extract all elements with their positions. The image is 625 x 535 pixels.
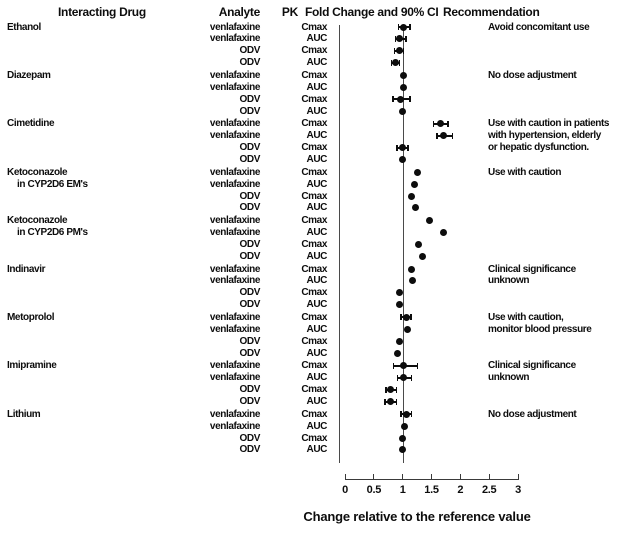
header-pk: PK — [281, 5, 298, 19]
analyte-label: venlafaxine — [209, 275, 260, 287]
analyte-label: ODV — [239, 250, 260, 262]
pk-label: AUC — [306, 275, 327, 287]
ci-cap-right — [403, 48, 405, 54]
axis-tick — [518, 474, 519, 480]
pk-label: Cmax — [301, 335, 327, 347]
header-interacting-drug: Interacting Drug — [58, 5, 146, 19]
data-point — [399, 144, 406, 151]
pk-label: AUC — [306, 250, 327, 262]
ci-cap-left — [433, 121, 435, 127]
data-point — [387, 398, 394, 405]
data-point — [403, 411, 410, 418]
ci-cap-left — [396, 145, 398, 151]
data-point — [394, 350, 401, 357]
pk-label: AUC — [306, 33, 327, 45]
analyte-label: venlafaxine — [209, 166, 260, 178]
pk-label: AUC — [306, 130, 327, 142]
ci-cap-left — [436, 133, 438, 139]
pk-label: AUC — [306, 396, 327, 407]
analyte-label: ODV — [239, 396, 260, 407]
pk-label: Cmax — [301, 263, 327, 275]
analyte-label: ODV — [239, 105, 260, 117]
data-point — [411, 181, 418, 188]
analyte-label: venlafaxine — [209, 130, 260, 142]
ci-cap-left — [394, 48, 396, 54]
analyte-label: ODV — [239, 287, 260, 299]
data-point — [400, 362, 407, 369]
plot-left-border-line — [339, 25, 340, 463]
ci-cap-right — [452, 133, 454, 139]
pk-label: Cmax — [301, 21, 327, 33]
ci-cap-right — [405, 36, 407, 42]
ci-cap-left — [384, 399, 386, 405]
data-point — [387, 386, 394, 393]
recommendation-text: unknown — [488, 275, 530, 287]
data-point — [396, 338, 403, 345]
recommendation-text: No dose adjustment — [488, 69, 577, 81]
analyte-label: ODV — [239, 154, 260, 165]
ci-cap-right — [409, 96, 411, 102]
ci-cap-right — [411, 411, 413, 417]
ci-cap-right — [399, 60, 401, 66]
data-point — [400, 84, 407, 91]
recommendation-text: unknown — [488, 372, 530, 384]
axis-tick-label: 2 — [457, 484, 464, 496]
data-point — [408, 266, 415, 273]
data-point — [437, 120, 444, 127]
drug-label: Ethanol — [7, 21, 41, 33]
analyte-label: venlafaxine — [209, 118, 260, 130]
analyte-label: venlafaxine — [209, 178, 260, 190]
analyte-label: ODV — [239, 57, 260, 69]
pk-label: Cmax — [301, 238, 327, 250]
pk-label: AUC — [306, 444, 327, 456]
header-fold-change-ci: Fold Change and 90% CI — [305, 5, 439, 19]
analyte-label: ODV — [239, 202, 260, 214]
axis-tick-label: 2.5 — [481, 484, 497, 496]
pk-label: AUC — [306, 202, 327, 214]
analyte-label: ODV — [239, 93, 260, 105]
ci-cap-left — [397, 375, 399, 381]
drug-label-line2: in CYP2D6 EM's — [17, 178, 88, 190]
recommendation-text: or hepatic dysfunction. — [488, 142, 589, 154]
analyte-label: venlafaxine — [209, 215, 260, 227]
ci-cap-left — [392, 96, 394, 102]
analyte-label: venlafaxine — [209, 227, 260, 238]
pk-label: AUC — [306, 57, 327, 69]
data-point — [419, 253, 426, 260]
ci-cap-right — [409, 24, 411, 30]
data-point — [414, 169, 421, 176]
recommendation-text: monitor blood pressure — [488, 323, 592, 335]
analyte-label: venlafaxine — [209, 263, 260, 275]
ci-cap-right — [411, 375, 413, 381]
ci-cap-right — [447, 121, 449, 127]
analyte-label: ODV — [239, 444, 260, 456]
analyte-label: venlafaxine — [209, 360, 260, 372]
recommendation-text: Use with caution in patients — [488, 118, 610, 130]
drug-label: Imipramine — [7, 360, 57, 372]
analyte-label: ODV — [239, 347, 260, 359]
header-recommendation: Recommendation — [443, 5, 540, 19]
data-point — [404, 326, 411, 333]
ci-cap-left — [393, 363, 395, 369]
ci-cap-right — [407, 145, 409, 151]
drug-label: Diazepam — [7, 69, 51, 81]
pk-label: AUC — [306, 178, 327, 190]
drug-label: Ketoconazole — [7, 215, 68, 227]
recommendation-text: with hypertension, elderly — [488, 130, 601, 142]
x-axis-line — [345, 479, 519, 480]
pk-label: Cmax — [301, 432, 327, 444]
axis-tick-label: 0.5 — [366, 484, 382, 496]
pk-label: Cmax — [301, 215, 327, 227]
pk-label: AUC — [306, 105, 327, 117]
analyte-label: ODV — [239, 335, 260, 347]
ci-cap-right — [417, 363, 419, 369]
ci-cap-left — [398, 24, 400, 30]
data-point — [400, 374, 407, 381]
axis-tick — [431, 474, 432, 480]
drug-label-line2: in CYP2D6 PM's — [17, 227, 88, 238]
data-point — [400, 72, 407, 79]
pk-label: AUC — [306, 347, 327, 359]
axis-tick — [373, 474, 374, 480]
pk-label: Cmax — [301, 118, 327, 130]
analyte-label: ODV — [239, 384, 260, 396]
axis-tick-label: 3 — [515, 484, 521, 496]
analyte-label: ODV — [239, 432, 260, 444]
pk-label: Cmax — [301, 408, 327, 420]
data-point — [399, 446, 406, 453]
data-point — [440, 132, 447, 139]
axis-tick — [402, 474, 403, 480]
drug-label: Ketoconazole — [7, 166, 68, 178]
pk-label: AUC — [306, 227, 327, 238]
analyte-label: ODV — [239, 142, 260, 154]
drug-label: Metoprolol — [7, 311, 55, 323]
axis-tick — [460, 474, 461, 480]
data-point — [400, 24, 407, 31]
analyte-label: venlafaxine — [209, 420, 260, 432]
pk-label: AUC — [306, 372, 327, 384]
header-analyte: Analyte — [218, 5, 260, 19]
data-point — [399, 435, 406, 442]
data-point — [408, 193, 415, 200]
pk-label: Cmax — [301, 384, 327, 396]
analyte-label: venlafaxine — [209, 408, 260, 420]
axis-tick-label: 1.5 — [424, 484, 439, 496]
analyte-label: venlafaxine — [209, 33, 260, 45]
recommendation-text: Use with caution — [488, 166, 562, 178]
pk-label: Cmax — [301, 45, 327, 57]
recommendation-text: Clinical significance — [488, 263, 576, 275]
axis-tick-label: 0 — [342, 484, 348, 496]
axis-tick — [489, 474, 490, 480]
pk-label: AUC — [306, 420, 327, 432]
data-point — [396, 47, 403, 54]
analyte-label: venlafaxine — [209, 311, 260, 323]
data-point — [426, 217, 433, 224]
drug-label: Cimetidine — [7, 118, 55, 130]
analyte-label: ODV — [239, 238, 260, 250]
data-point — [415, 241, 422, 248]
analyte-label: ODV — [239, 45, 260, 57]
analyte-label: venlafaxine — [209, 69, 260, 81]
pk-label: Cmax — [301, 311, 327, 323]
pk-label: Cmax — [301, 166, 327, 178]
data-point — [440, 229, 447, 236]
axis-tick — [345, 474, 346, 480]
pk-label: Cmax — [301, 287, 327, 299]
ci-cap-left — [400, 314, 402, 320]
data-point — [412, 204, 419, 211]
pk-label: AUC — [306, 323, 327, 335]
ci-cap-right — [396, 399, 398, 405]
ci-cap-right — [410, 314, 412, 320]
data-point — [399, 156, 406, 163]
data-point — [403, 314, 410, 321]
pk-label: AUC — [306, 154, 327, 165]
recommendation-text: Avoid concomitant use — [488, 21, 590, 33]
data-point — [409, 277, 416, 284]
analyte-label: venlafaxine — [209, 372, 260, 384]
pk-label: Cmax — [301, 190, 327, 202]
pk-label: Cmax — [301, 360, 327, 372]
data-point — [401, 423, 408, 430]
recommendation-text: Clinical significance — [488, 360, 576, 372]
ci-cap-right — [396, 387, 398, 393]
analyte-label: ODV — [239, 299, 260, 311]
analyte-label: ODV — [239, 190, 260, 202]
pk-label: Cmax — [301, 93, 327, 105]
recommendation-text: Use with caution, — [488, 311, 564, 323]
pk-label: Cmax — [301, 69, 327, 81]
drug-label: Indinavir — [7, 263, 46, 275]
pk-label: AUC — [306, 81, 327, 93]
drug-label: Lithium — [7, 408, 41, 420]
pk-label: AUC — [306, 299, 327, 311]
pk-label: Cmax — [301, 142, 327, 154]
recommendation-text: No dose adjustment — [488, 408, 577, 420]
data-point — [399, 108, 406, 115]
analyte-label: venlafaxine — [209, 21, 260, 33]
x-axis-title-wrap — [297, 509, 537, 524]
analyte-label: venlafaxine — [209, 81, 260, 93]
ci-cap-left — [400, 411, 402, 417]
x-axis-title: Change relative to the reference value — [303, 509, 531, 524]
analyte-label: venlafaxine — [209, 323, 260, 335]
axis-tick-label: 1 — [399, 484, 406, 496]
